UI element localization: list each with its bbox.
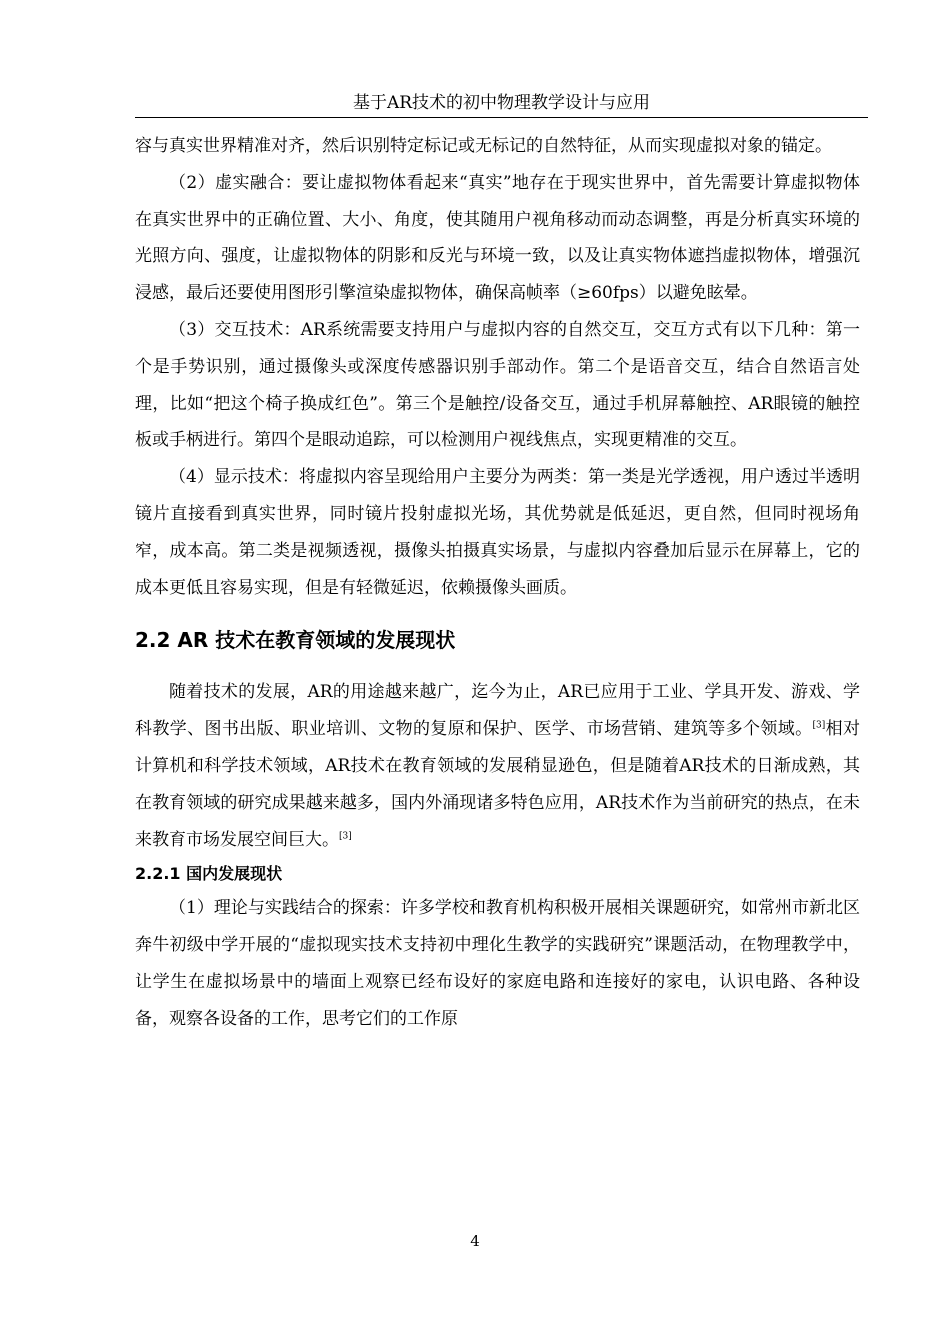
paragraph-interaction-technology: （3）交互技术：AR系统需要支持用户与虚拟内容的自然交互，交互方式有以下几种：第一个是手势识别，通过摄像头或深度传感器识别手部动作。第二个是语音交互，结合自然语言处理，比如“把这个椅子换成红色”。第三个是触控/设备交互，通过手机屏幕触控、AR眼镜的触控板或手柄进行。第四个是眼动追踪，可以检测用户视线焦点，实现更精准的交互。 <box>135 319 860 451</box>
paragraph-virtual-real-fusion: （2）虚实融合：要让虚拟物体看起来“真实”地存在于现实世界中，首先需要计算虚拟物体在真实世界中的正确位置、大小、角度，使其随用户视角移动而动态调整，再是分析真实环境的光照方向、强度，让虚拟物体的阴影和反光与环境一致，以及让真实物体遮挡虚拟物体，增强沉浸感，最后还要使用图形引擎渲染虚拟物体，确保高帧率（≥60fps）以避免眩晕。 <box>135 172 860 304</box>
citation: [3] <box>812 720 826 731</box>
section-heading-2-2: 2.2 AR 技术在教育领域的发展现状 <box>135 628 456 653</box>
page-body <box>135 128 860 1038</box>
paragraph-continuation: 容与真实世界精准对齐，然后识别特定标记或无标记的自然特征，从而实现虚拟对象的锚定。 <box>135 136 832 156</box>
paragraph-text: 相对计算机和科学技术领域，AR技术在教育领域的发展稍显逊色，但是随着AR技术的日渐成熟，其在教育领域的研究成果越来越多，国内外涌现诸多特色应用，AR技术作为当前研究的热点，在未来教育市场发展空间巨大。 <box>135 719 861 850</box>
paragraph-display-technology: （4）显示技术：将虚拟内容呈现给用户主要分为两类：第一类是光学透视，用户透过半透明镜片直接看到真实世界，同时镜片投射虚拟光场，其优势就是低延迟，更自然，但同时视场角窄，成本高。第二类是视频透视，摄像头拍摄真实场景，与虚拟内容叠加后显示在屏幕上，它的成本更低且容易实现，但是有轻微延迟，依赖摄像头画质。 <box>135 467 860 598</box>
header-rule <box>135 117 868 118</box>
paragraph-text: 随着技术的发展，AR的用途越来越广，迄今为止，AR已应用于工业、学具开发、游戏、学科教学、图书出版、职业培训、文物的复原和保护、医学、市场营销、建筑等多个领域。 <box>135 682 860 740</box>
running-header: 基于AR技术的初中物理教学设计与应用 <box>352 93 651 113</box>
section-heading-2-2-1: 2.2.1 国内发展现状 <box>135 864 283 884</box>
paragraph-domestic-status: （1）理论与实践结合的探索：许多学校和教育机构积极开展相关课题研究，如常州市新北区奔牛初级中学开展的“虚拟现实技术支持初中理化生教学的实践研究”课题活动，在物理教学中，让学生在虚拟场景中的墙面上观察已经布设好的家庭电路和连接好的家电，认识电路、各种设备，观察各设备的工作，思考它们的工作原 <box>135 898 860 1029</box>
page-number: 4 <box>470 1232 480 1250</box>
citation: [3] <box>339 830 352 841</box>
paragraph-education-status <box>135 674 860 858</box>
